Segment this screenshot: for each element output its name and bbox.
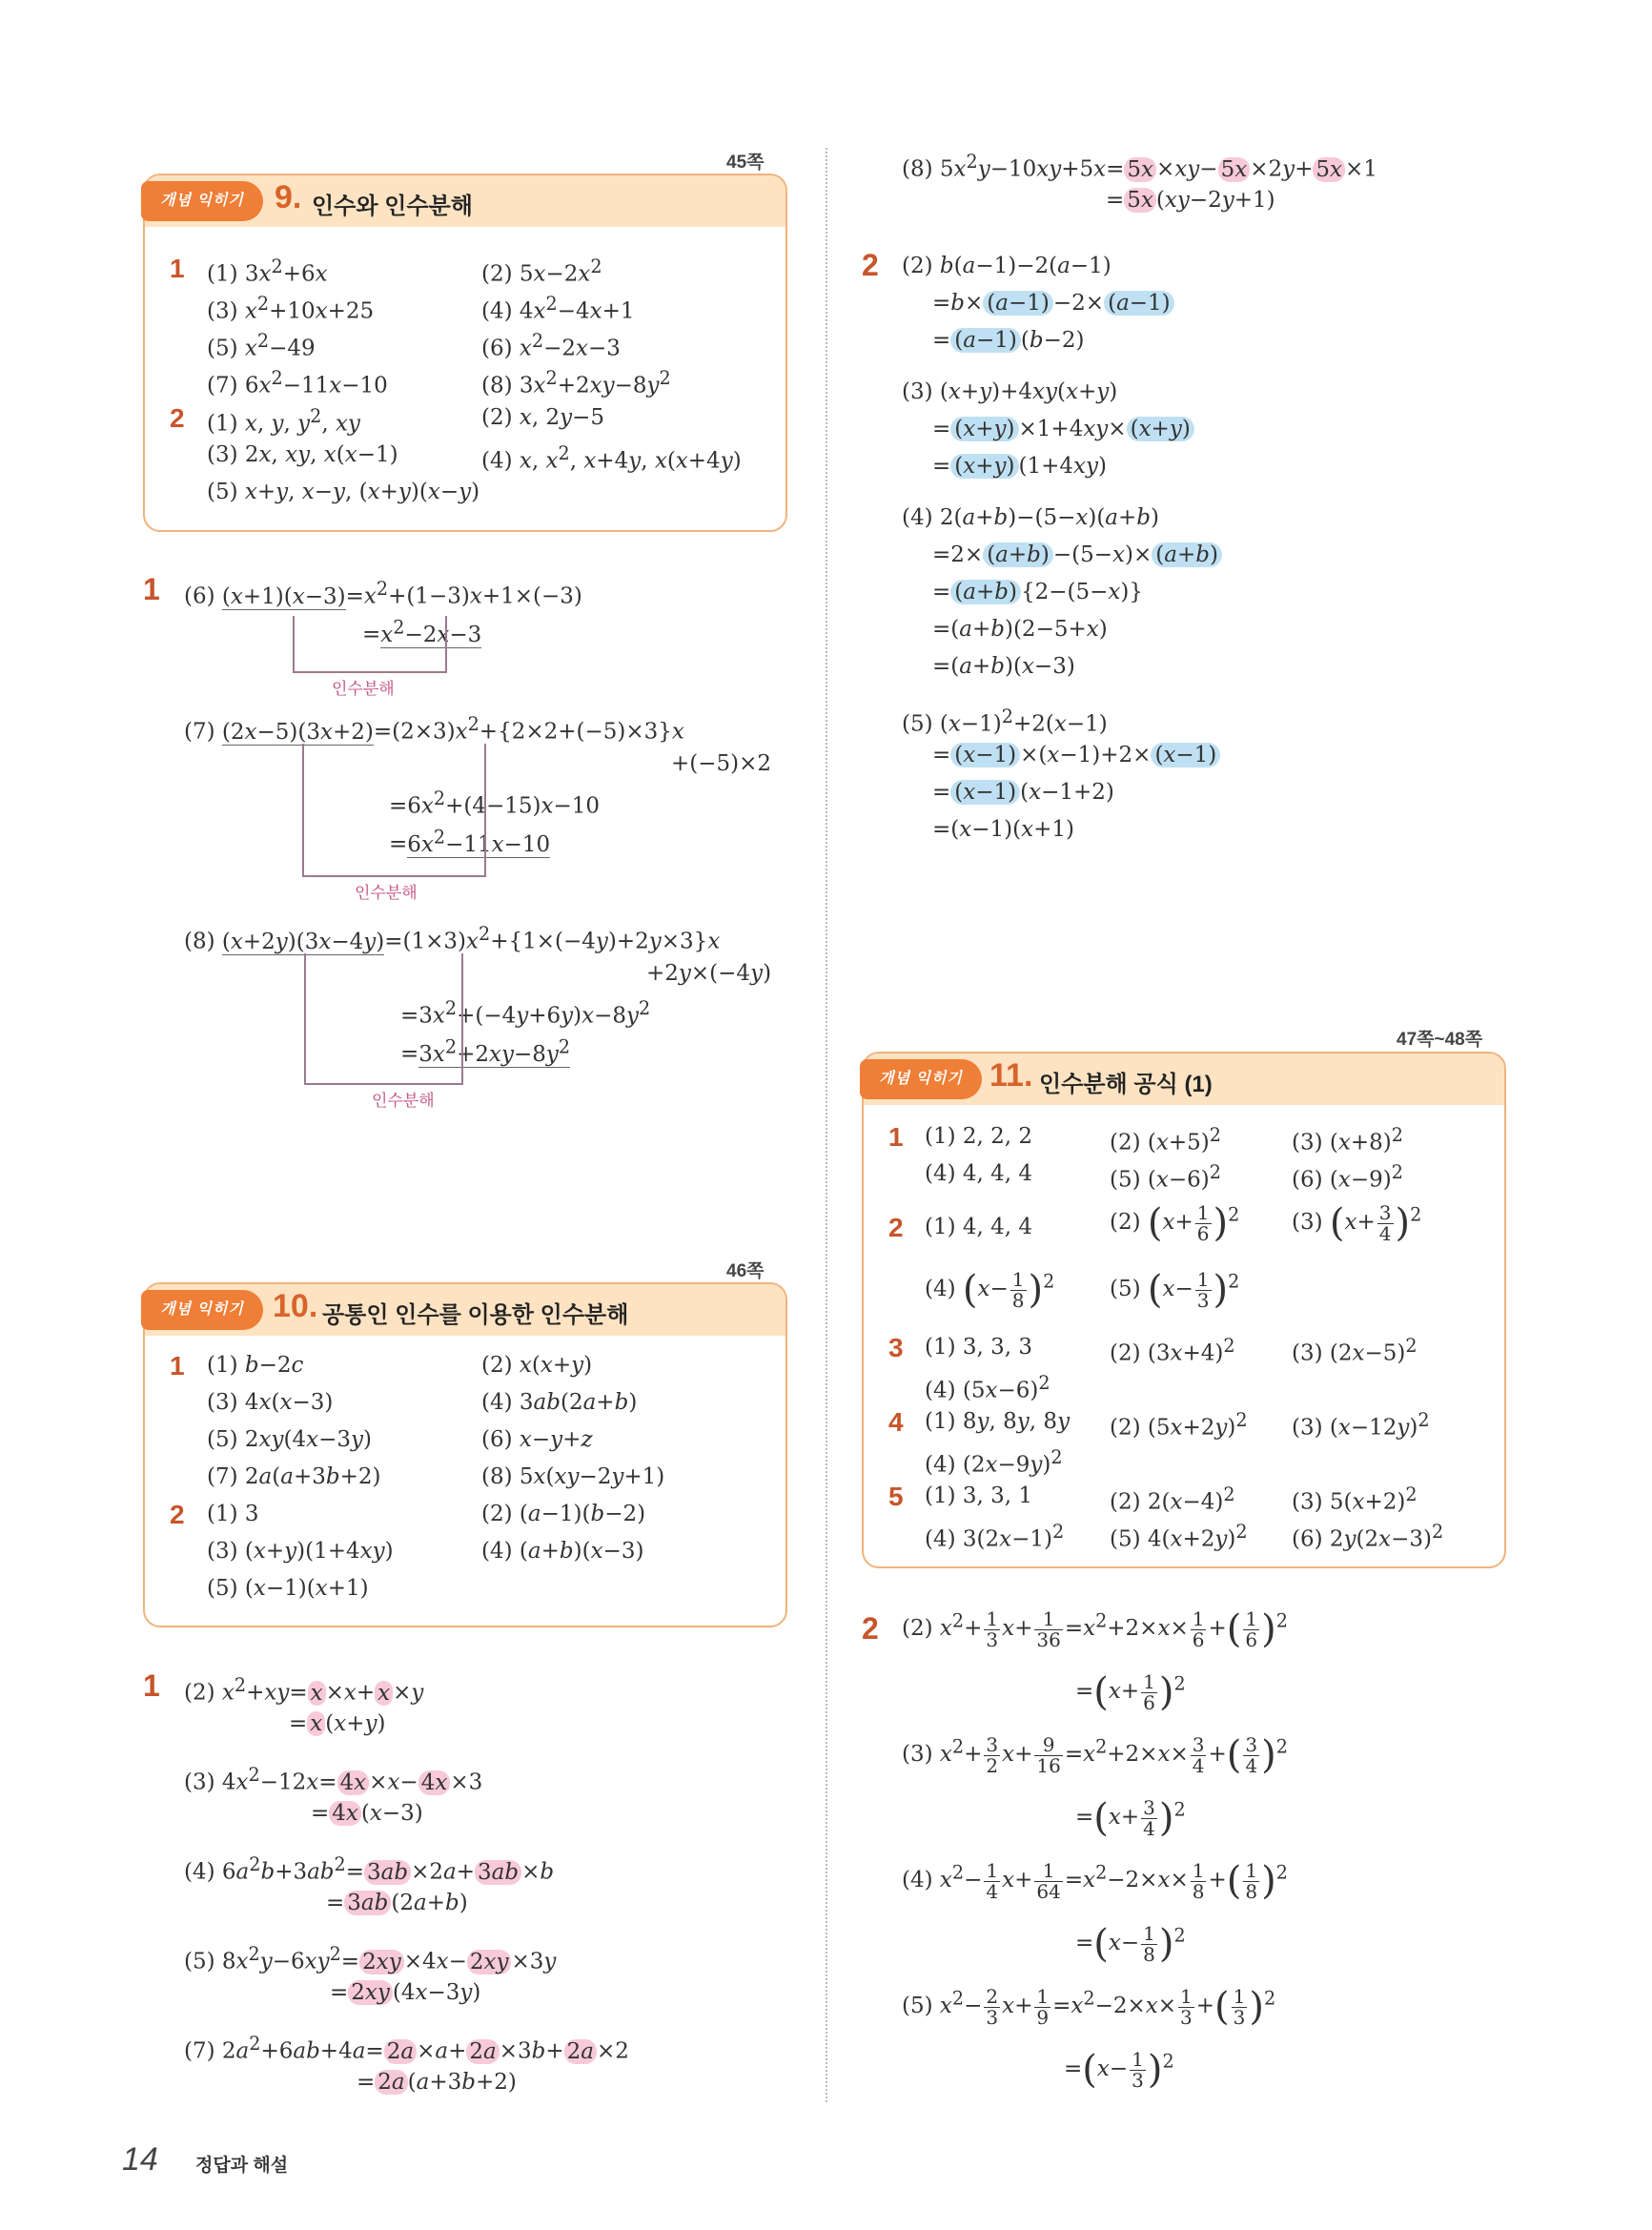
page-number: 14 [122, 2141, 158, 2178]
concept-tag: 개념 익히기 [141, 181, 263, 221]
page-ref-47-48: 47쪽~48쪽 [1397, 1030, 1483, 1050]
page-ref-46: 46쪽 [726, 1261, 765, 1281]
box-title: 인수와 인수분해 [312, 194, 473, 219]
concept-box-11: 개념 익히기 11. 인수분해 공식 (1) [862, 1052, 1506, 1568]
box-number: 9. [275, 179, 302, 215]
column-divider [826, 148, 827, 2102]
page-ref-45: 45쪽 [726, 153, 765, 173]
factor-label: 인수분해 [332, 680, 395, 698]
concept-box-10: 개념 익히기 10. 공통인 인수를 이용한 인수분해 [143, 1282, 787, 1627]
footer-title: 정답과 해설 [195, 2156, 289, 2176]
